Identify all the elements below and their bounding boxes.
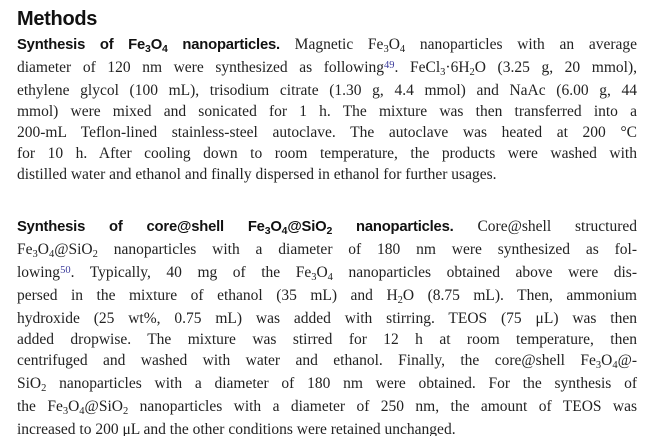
run-in-heading-text: 2	[326, 224, 333, 237]
body-text-run: 3	[311, 271, 317, 283]
body-text-run: @SiO	[54, 241, 93, 258]
body-text-run: lowing	[17, 264, 61, 281]
body-text-run: for 10 h. After cooling down to room temperature, the products were washed with	[17, 145, 637, 162]
body-text-run: O	[316, 264, 328, 281]
text-line	[17, 285, 637, 308]
body-text-run: 3	[62, 405, 69, 417]
body-text-run: O (8.75 mL). Then, ammonium	[402, 287, 637, 304]
body-text-run: 4	[327, 271, 333, 283]
body-text-run: 3	[32, 248, 38, 260]
paragraph-synthesis-fe3o4	[17, 34, 637, 185]
body-text-run: @-	[617, 352, 637, 369]
text-line	[17, 80, 637, 101]
text-line	[17, 308, 637, 329]
body-text-run: 4	[48, 248, 55, 260]
body-text-run: 4	[79, 405, 85, 417]
body-text-run: ·6H	[445, 59, 470, 76]
body-text-run: . FeCl	[394, 59, 441, 76]
citation-reference-link[interactable]: 49	[384, 59, 395, 71]
body-text-run: distilled water and ethanol and finally dispersed in ethanol for further usages.	[17, 166, 497, 183]
body-text-run: 3	[440, 66, 446, 78]
body-text-run: nanoparticles obtained above were dis-	[332, 264, 637, 281]
paragraph-synthesis-core-shell	[17, 216, 637, 436]
body-text-run: the Fe	[17, 398, 63, 415]
body-text-run: 2	[41, 382, 47, 394]
body-text-run: 2	[469, 66, 475, 78]
run-in-heading-text: O	[270, 219, 282, 235]
text-line	[17, 396, 637, 419]
text-line	[17, 350, 637, 373]
body-text-run: Magnetic Fe	[294, 36, 384, 53]
text-line	[17, 101, 637, 122]
text-line	[17, 34, 637, 57]
body-text-run: Fe	[17, 241, 33, 258]
body-text-run: O	[388, 36, 400, 53]
run-in-heading-text: Synthesis of Fe	[17, 37, 146, 53]
body-text-run: nanoparticles with a diameter of 250 nm, the amount of TEOS was	[128, 398, 638, 415]
text-line	[17, 216, 637, 239]
body-text-run: O (3.25 g, 20 mmol),	[474, 59, 637, 76]
run-in-heading-text: 3	[145, 42, 151, 55]
body-text-run: persed in the mixture of ethanol (35 mL) and H	[17, 287, 398, 304]
body-text-run: hydroxide (25 wt%, 0.75 mL) was added with stirring. TEOS (75 μL) was then	[17, 310, 637, 327]
run-in-heading-text: 3	[264, 224, 271, 237]
body-text-run: O	[68, 398, 80, 415]
body-text-run: 2	[397, 294, 403, 306]
text-line	[17, 262, 637, 285]
body-text-run: 200-mL Teflon-lined stainless-steel autoclave. The autoclave was heated at 200 °C	[17, 124, 637, 141]
body-text-run: Core@shell structured	[477, 218, 637, 235]
run-in-heading-text: nanoparticles.	[167, 37, 295, 53]
body-text-run: centrifuged and washed with water and ethanol. Finally, the core@shell Fe	[17, 352, 596, 369]
body-text-run: 2	[122, 405, 129, 417]
text-line	[17, 164, 637, 185]
run-in-heading-text: O	[150, 37, 162, 53]
run-in-heading-text: @SiO	[287, 219, 327, 235]
body-text-run: nanoparticles with a diameter of 180 nm were synthesized as fol-	[97, 241, 637, 258]
body-text-run: 3	[595, 359, 602, 371]
body-text-run: increased to 200 μL and the other conditions were retained unchanged.	[17, 421, 456, 436]
body-text-run: SiO	[17, 375, 42, 392]
body-text-run: @SiO	[84, 398, 123, 415]
body-text-run: 4	[399, 43, 406, 55]
body-text-run: mmol) were mixed and sonicated for 1 h. The mixture was then transferred into a	[17, 103, 637, 120]
body-text-run: diameter of 120 nm were synthesized as following	[17, 59, 385, 76]
text-line	[17, 373, 637, 396]
body-text-run: O	[37, 241, 49, 258]
section-title-methods: Methods	[17, 8, 98, 30]
run-in-heading-text: nanoparticles.	[332, 219, 478, 235]
body-text-run: ethylene glycol (100 mL), trisodium citrate (1.30 g, 4.4 mmol) and NaAc (6.00 g, 44	[17, 82, 637, 99]
body-text-run: . Typically, 40 mg of the Fe	[70, 264, 312, 281]
body-text-run: O	[601, 352, 613, 369]
body-text-run: nanoparticles with an average	[405, 36, 638, 53]
text-line	[17, 239, 637, 262]
run-in-heading-text: 4	[162, 42, 168, 55]
body-text-run: added dropwise. The mixture was stirred for 12 h at room temperature, then	[17, 331, 637, 348]
body-text-run: 3	[383, 43, 389, 55]
text-line	[17, 419, 637, 436]
run-in-heading-text: 4	[281, 224, 288, 237]
text-line	[17, 143, 637, 164]
body-text-run: nanoparticles with a diameter of 180 nm were obtained. For the synthesis of	[46, 375, 637, 392]
text-line	[17, 329, 637, 350]
body-text-run: 2	[92, 248, 98, 260]
text-line	[17, 57, 637, 80]
citation-reference-link[interactable]: 50	[60, 264, 71, 276]
text-line	[17, 122, 637, 143]
run-in-heading-text: Synthesis of core@shell Fe	[17, 219, 265, 235]
body-text-run: 4	[612, 359, 618, 371]
